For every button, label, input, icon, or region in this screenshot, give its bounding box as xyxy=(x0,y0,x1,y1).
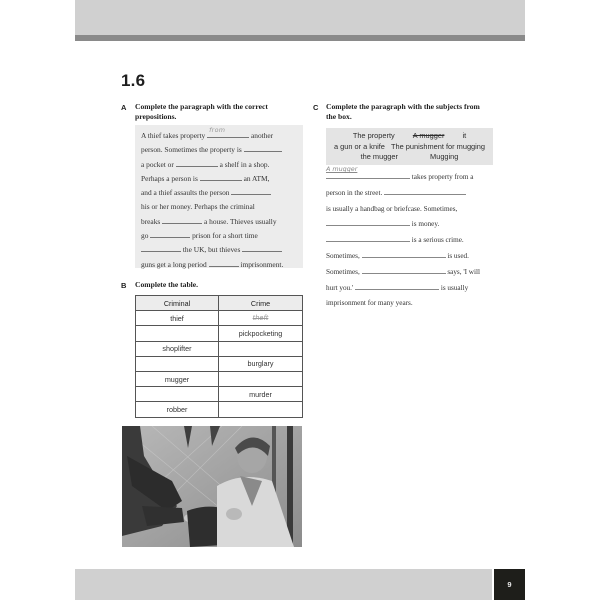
section-c-instruction xyxy=(326,102,480,122)
table-cell-crime: pickpocketing xyxy=(219,326,303,341)
section-b-instruction: Complete the table. xyxy=(135,280,199,289)
paragraph-line: the UK, but thieves xyxy=(141,243,297,257)
table-cell-crime: burglary xyxy=(219,356,303,371)
word-option: The punishment for mugging xyxy=(390,141,486,151)
word-option: a gun or a knife xyxy=(333,141,385,151)
section-a-instruction-line1: Complete the paragraph with the correct xyxy=(135,102,268,111)
table-row xyxy=(136,402,303,417)
paragraph-line: breaks a house. Thieves usually xyxy=(141,216,277,226)
paragraph-line: is a serious crime. xyxy=(326,233,498,249)
sample-answer: A mugger xyxy=(326,165,358,174)
paragraph-line: hurt you.' is usually xyxy=(326,283,469,292)
answer-blank[interactable] xyxy=(242,244,282,252)
paragraph-line: A mugger takes property from a xyxy=(326,170,498,186)
word-option: the mugger xyxy=(360,152,398,162)
sample-answer: from xyxy=(209,125,226,134)
section-a-paragraph-box xyxy=(135,125,303,268)
word-option: Mugging xyxy=(430,152,459,162)
word-box-row xyxy=(326,142,493,153)
footer-band xyxy=(75,569,492,600)
page-number: 9 xyxy=(494,569,525,600)
answer-blank[interactable] xyxy=(150,230,190,238)
paragraph-line: Perhaps a person is an ATM, xyxy=(141,173,270,183)
answer-blank[interactable] xyxy=(362,250,446,258)
paragraph-line: Sometimes, is used. xyxy=(326,251,469,260)
answer-blank[interactable] xyxy=(209,259,239,267)
table-cell-crime-sample: theft xyxy=(219,311,303,326)
paragraph-line: is money. xyxy=(326,217,498,233)
header-criminal: Criminal xyxy=(136,296,219,311)
header-band xyxy=(75,0,525,35)
paragraph-line: guns get a long period imprisonment. xyxy=(141,259,284,269)
paragraph-line: a pocket or a shelf in a shop. xyxy=(141,159,270,169)
answer-blank[interactable] xyxy=(326,218,410,226)
table-cell-criminal[interactable] xyxy=(136,326,219,341)
paragraph-line: go prison for a short time xyxy=(141,231,258,241)
paragraph-line: and a thief assaults the person xyxy=(141,186,297,200)
table-row xyxy=(136,356,303,371)
table-cell-criminal[interactable] xyxy=(136,356,219,371)
table-row xyxy=(136,371,303,386)
table-cell-crime[interactable] xyxy=(219,402,303,417)
paragraph-line: A thief takes property from another xyxy=(141,129,297,143)
table-row xyxy=(136,311,303,326)
table-cell-criminal: robber xyxy=(136,402,219,417)
paragraph-line: person. Sometimes the property is xyxy=(141,143,297,157)
paragraph-line: imprisonment for many years. xyxy=(326,299,413,308)
table-cell-criminal: mugger xyxy=(136,371,219,386)
answer-blank[interactable] xyxy=(200,173,242,181)
answer-blank[interactable] xyxy=(141,244,181,252)
table-row xyxy=(136,326,303,341)
mugging-photo xyxy=(122,426,302,547)
answer-blank[interactable] xyxy=(355,282,439,290)
answer-blank[interactable] xyxy=(244,144,282,152)
word-box-row xyxy=(326,131,493,142)
table-cell-crime[interactable] xyxy=(219,371,303,386)
answer-blank[interactable] xyxy=(362,266,446,274)
word-option: it xyxy=(462,131,467,140)
section-c-paragraph xyxy=(326,165,498,312)
header-stripe xyxy=(75,35,525,41)
section-a-letter: A xyxy=(121,103,127,112)
answer-blank[interactable] xyxy=(162,216,202,224)
unit-title: 1.6 xyxy=(121,71,146,90)
section-b-letter: B xyxy=(121,281,127,290)
section-c-instruction-line2: the box. xyxy=(326,112,352,121)
paragraph-line: Sometimes, says, 'I will xyxy=(326,267,480,276)
section-a-instruction xyxy=(135,102,268,122)
table-row xyxy=(136,387,303,402)
header-crime: Crime xyxy=(219,296,303,311)
answer-blank[interactable] xyxy=(326,234,410,242)
paragraph-line: person in the street. xyxy=(326,186,498,202)
table-cell-crime: murder xyxy=(219,387,303,402)
answer-blank[interactable] xyxy=(231,187,271,195)
section-c-letter: C xyxy=(313,103,319,112)
section-a-instruction-line2: prepositions. xyxy=(135,112,177,121)
section-c-instruction-line1: Complete the paragraph with the subjects from xyxy=(326,102,480,111)
paragraph-line: is usually a handbag or briefcase. Sometimes, xyxy=(326,204,458,213)
table-cell-criminal[interactable] xyxy=(136,387,219,402)
word-box-row xyxy=(326,152,493,163)
word-option-used: A mugger xyxy=(412,131,445,140)
answer-blank[interactable] xyxy=(176,159,218,167)
table-cell-criminal: thief xyxy=(136,311,219,326)
answer-blank[interactable] xyxy=(384,187,466,195)
paragraph-line: his or her money. Perhaps the criminal xyxy=(141,202,255,212)
word-box xyxy=(326,128,493,165)
answer-blank[interactable] xyxy=(326,165,410,179)
answer-blank[interactable] xyxy=(207,125,249,138)
table-header-row xyxy=(136,296,303,311)
table-row xyxy=(136,341,303,356)
table-cell-crime[interactable] xyxy=(219,341,303,356)
table-cell-criminal: shoplifter xyxy=(136,341,219,356)
word-option: The property xyxy=(352,131,395,140)
criminal-crime-table xyxy=(135,295,303,418)
